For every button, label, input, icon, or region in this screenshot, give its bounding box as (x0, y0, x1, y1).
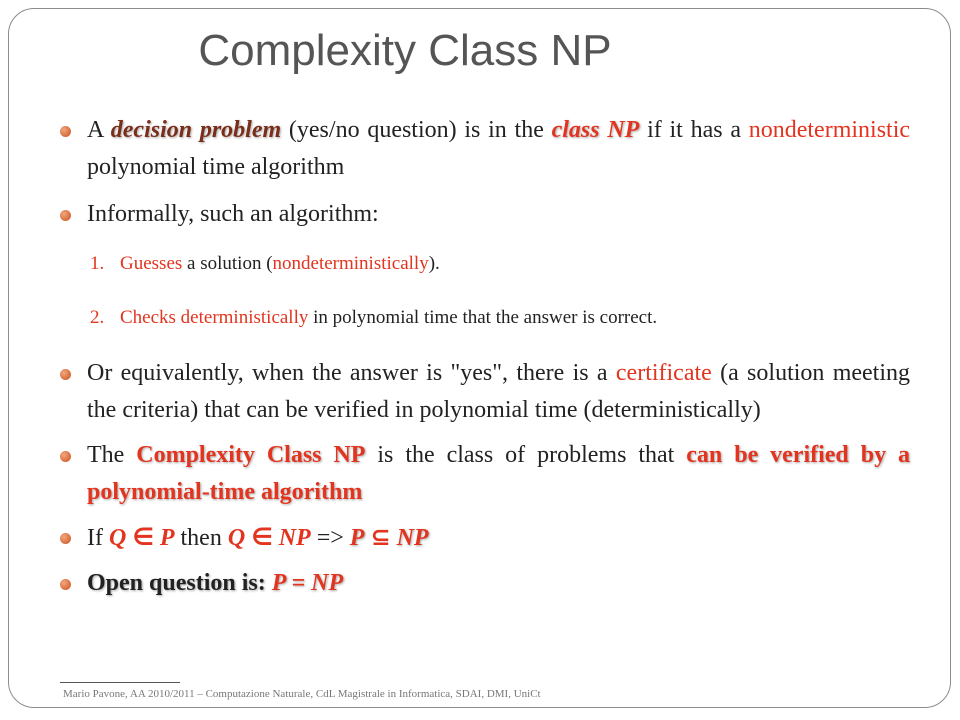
text: if it has a (639, 117, 749, 143)
term-verified: can be verified by a polynomial-time algorithm (87, 442, 911, 505)
term-class-np: class NP (551, 117, 640, 143)
term-decision-problem: decision problem (110, 117, 282, 143)
open-question-equation: P = NP (271, 570, 344, 596)
subset-icon: ⊆ (370, 523, 391, 551)
text: in polynomial time that the answer is correct. (308, 307, 658, 328)
var-np: NP (278, 525, 311, 551)
slide-content (60, 110, 910, 602)
text: (a solution meeting the criteria) that can be verified in polynomial time (deterministically) (87, 360, 911, 423)
step-number: 1. (90, 253, 105, 274)
bullet-decision-problem (60, 112, 910, 186)
var-q: Q (108, 525, 127, 551)
term-complexity-class-np: Complexity Class NP (136, 442, 366, 468)
element-of-icon: ∈ (132, 523, 154, 551)
text: (yes/no question) is in the (281, 117, 552, 143)
text: => (310, 525, 350, 551)
bullet-dot-icon (60, 533, 71, 544)
bullet-certificate (60, 355, 910, 429)
element-of-icon: ∈ (251, 523, 273, 551)
text: ). (428, 253, 440, 274)
bullet-if-then (60, 519, 910, 557)
var-p: P (159, 525, 175, 551)
text: is the class of problems that (365, 442, 687, 468)
footer-divider (60, 682, 180, 683)
text: then (174, 525, 228, 551)
term-certificate: certificate (615, 360, 712, 386)
slide-title: Complexity Class NP (198, 26, 612, 75)
bullet-complexity-class (60, 437, 910, 511)
text: polynomial time algorithm (87, 154, 345, 180)
step-term: nondeterministically (272, 253, 429, 274)
text: A (87, 117, 111, 143)
bullet-dot-icon (60, 126, 71, 137)
bullet-informally (60, 196, 910, 233)
bullet-dot-icon (60, 369, 71, 380)
var-p: P (349, 525, 365, 551)
text: The (87, 442, 137, 468)
slide-footer: Mario Pavone, AA 2010/2011 – Computazione Naturale, CdL Magistrale in Informatica, SDAI, DMI, UniCt (63, 688, 541, 700)
step-item-1 (90, 251, 910, 277)
text: Open question is: (87, 570, 272, 596)
var-q: Q (227, 525, 246, 551)
step-item-2 (90, 305, 910, 331)
bullet-open-question (60, 565, 910, 602)
term-nondeterministic: nondeterministic (748, 117, 911, 143)
bullet-dot-icon (60, 451, 71, 462)
step-term: Checks deterministically (120, 307, 309, 328)
text: Or equivalently, when the answer is "yes", there is a (87, 360, 616, 386)
text: If (87, 525, 109, 551)
step-term: Guesses (120, 253, 183, 274)
step-number: 2. (90, 307, 105, 328)
bullet-dot-icon (60, 210, 71, 221)
text: Informally, such an algorithm: (87, 201, 379, 227)
bullet-dot-icon (60, 579, 71, 590)
text: a solution ( (182, 253, 273, 274)
var-np: NP (396, 525, 429, 551)
